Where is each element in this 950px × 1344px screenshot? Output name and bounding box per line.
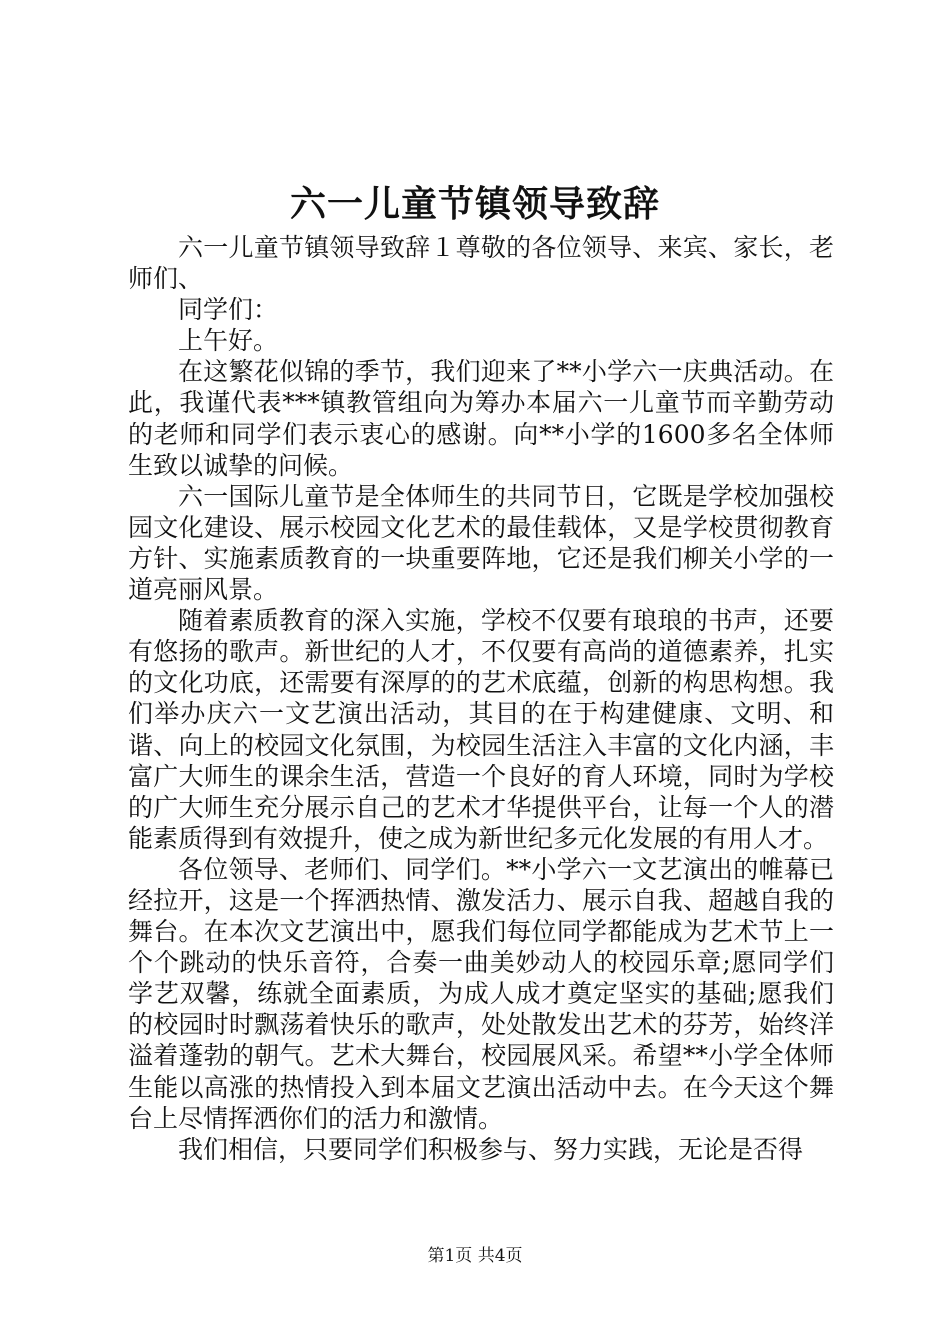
paragraph: 随着素质教育的深入实施，学校不仅要有琅琅的书声，还要有悠扬的歌声。新世纪的人才，不仅要有高尚的道德素养，扎实的文化功底，还需要有深厚的的艺术底蕴，创新的构思构想。我们举办庆六一文艺演出活动，其目的在于构建健康、文明、和谐、向上的校园文化氛围，为校园生活注入丰富的文化内涵，丰富广大师生的课余生活，营造一个良好的育人环境，同时为学校的广大师生充分展示自己的艺术才华提供平台，让每一个人的潜能素质得到有效提升，使之成为新世纪多元化发展的有用人才。 bbox=[128, 606, 834, 853]
page-footer: 第1页 共4页 bbox=[427, 1246, 523, 1266]
paragraph: 在这繁花似锦的季节，我们迎来了**小学六一庆典活动。在此，我谨代表***镇教管组向为筹办本届六一儿童节而辛勤劳动的老师和同学们表示衷心的感谢。向**小学的1600多名全体师生致以诚挚的问候。 bbox=[128, 357, 834, 480]
document-title: 六一儿童节镇领导致辞 bbox=[289, 183, 660, 225]
paragraph: 上午好。 bbox=[178, 326, 279, 356]
paragraph: 同学们： bbox=[178, 295, 279, 325]
document-body bbox=[128, 232, 834, 1165]
paragraph: 六一儿童节镇领导致辞１尊敬的各位领导、来宾、家长，老师们、 bbox=[128, 233, 834, 294]
paragraph: 六一国际儿童节是全体师生的共同节日，它既是学校加强校园文化建设、展示校园文化艺术的最佳载体，又是学校贯彻教育方针、实施素质教育的一块重要阵地，它还是我们柳关小学的一道亮丽风景。 bbox=[128, 481, 834, 605]
paragraph: 我们相信，只要同学们积极参与、努力实践，无论是否得 bbox=[178, 1134, 804, 1164]
paragraph: 各位领导、老师们、同学们。**小学六一文艺演出的帷幕已经拉开，这是一个挥洒热情、激发活力、展示自我、超越自我的舞台。在本次文艺演出中，愿我们每位同学都能成为艺术节上一个个跳动的快乐音符，合奏一曲美妙动人的校园乐章;愿同学们学艺双馨，练就全面素质，为成人成才奠定坚实的基础;愿我们的校园时时飘荡着快乐的歌声，处处散发出艺术的芬芳，始终洋溢着蓬勃的朝气。艺术大舞台，校园展风采。希望**小学全体师生能以高涨的热情投入到本届文艺演出活动中去。在今天这个舞台上尽情挥洒你们的活力和激情。 bbox=[128, 854, 834, 1133]
